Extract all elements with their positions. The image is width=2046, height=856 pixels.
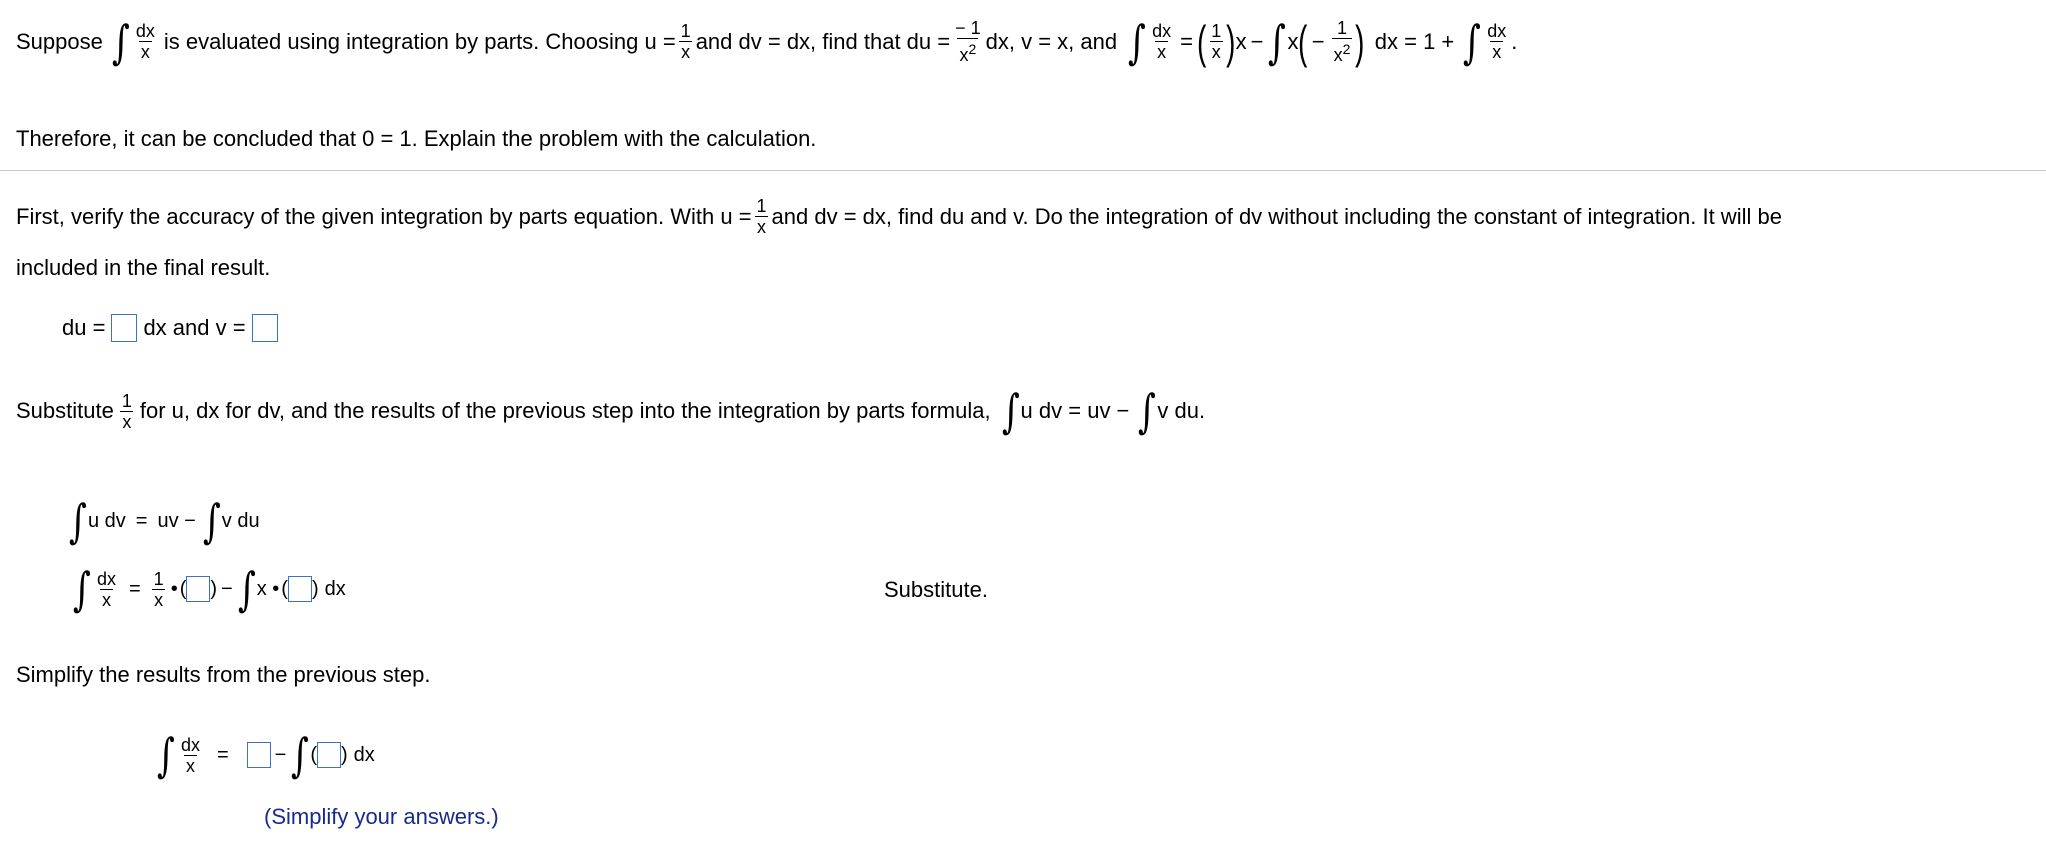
minus-sign: − xyxy=(221,578,233,600)
step3-instructions: Simplify the results from the previous step. xyxy=(16,662,431,687)
ibp-formula-row xyxy=(68,494,260,548)
v-answer-box[interactable] xyxy=(252,314,278,342)
fraction-neg1-over-x2: $\frac{- 1}{x^2}$ xyxy=(955,18,981,65)
right-paren: ) xyxy=(1355,15,1365,68)
step1-instructions: First, verify the accuracy of the given integration by parts equation. With u = $\frac{1}{x}$ and dv = dx, find du and v. Do the integration of dv without including the constant of integration. It will be xyxy=(16,196,1782,237)
fraction-1-over-x: $\frac{1}{x}$ xyxy=(153,568,164,610)
simplified-term-box[interactable] xyxy=(247,742,271,768)
v-substitute-box[interactable] xyxy=(186,576,210,602)
fraction-dx-over-x: $\frac{dx}{x}$ xyxy=(135,21,155,62)
period: . xyxy=(1511,28,1518,54)
right-paren: ) xyxy=(1226,15,1236,68)
integral-sign: ∫ xyxy=(237,562,256,616)
simplify-hint: (Simplify your answers.) xyxy=(264,804,499,829)
integral-sign: ∫ xyxy=(1268,14,1287,69)
integral-sign: ∫ xyxy=(111,14,130,69)
u-dv-text: u dv xyxy=(87,510,126,532)
step1-instructions-cont: included in the final result. xyxy=(16,255,271,280)
right-paren: ) xyxy=(341,744,348,766)
right-paren: ) xyxy=(210,578,218,600)
x-dot-text: x • xyxy=(256,578,280,600)
substitute-label: Substitute. xyxy=(884,577,988,602)
substitute-equation-row xyxy=(72,562,346,616)
left-paren: ( xyxy=(1298,15,1308,68)
integral-sign: ∫ xyxy=(1463,14,1482,69)
fraction-1-over-x: $\frac{1}{x}$ xyxy=(1211,21,1222,62)
du-substitute-box[interactable] xyxy=(288,576,312,602)
evaluated-text: is evaluated using integration by parts. Choosing u = xyxy=(163,28,676,54)
fraction-dx-over-x: $\frac{dx}{x}$ xyxy=(1152,21,1172,62)
integral-sign: ∫ xyxy=(202,494,221,548)
uv-minus-text: uv − xyxy=(157,510,196,532)
dx-text: dx xyxy=(324,578,346,600)
and-dv-text: and dv = dx, find that du = xyxy=(695,28,951,54)
integral-sign: ∫ xyxy=(1001,384,1020,438)
right-paren: ) xyxy=(311,578,319,600)
fraction-1-over-x: $\frac{1}{x}$ xyxy=(680,21,691,62)
problem-statement xyxy=(16,14,1518,69)
dot-operator: • xyxy=(170,578,178,600)
fraction-1-over-x: $\frac{1}{x}$ xyxy=(121,390,132,432)
integral-sign: ∫ xyxy=(291,728,310,782)
divider xyxy=(0,170,2046,171)
fraction-dx-over-x: $\frac{dx}{x}$ xyxy=(1487,21,1507,62)
integral-sign: ∫ xyxy=(72,562,91,616)
integral-sign: ∫ xyxy=(1128,14,1147,69)
dx-v-x-text: dx, v = x, and xyxy=(985,28,1118,54)
dx-and-v-label: dx and v = xyxy=(143,315,246,340)
x-var: x xyxy=(1235,28,1247,54)
v-du-text: v du xyxy=(221,510,260,532)
suppose-text: Suppose xyxy=(16,28,103,54)
equals-sign: = xyxy=(128,578,141,600)
left-paren: ( xyxy=(1197,15,1207,68)
integral-sign: ∫ xyxy=(1138,384,1157,438)
simplify-equation-row xyxy=(156,728,375,782)
simplified-integrand-box[interactable] xyxy=(317,742,341,768)
left-paren: ( xyxy=(310,744,317,766)
fraction-dx-over-x: $\frac{dx}{x}$ xyxy=(180,734,200,776)
step2-instructions: Substitute $\frac{1}{x}$ for u, dx for dv, and the results of the previous step into the integration by parts formula, ∫ u dv = uv − ∫ v du. xyxy=(16,384,1206,438)
x-var: x xyxy=(1287,28,1299,54)
integral-sign: ∫ xyxy=(68,494,87,548)
equals-sign: = xyxy=(135,510,148,532)
dx-text: dx xyxy=(353,744,375,766)
left-paren: ( xyxy=(281,578,288,600)
minus-sign: − xyxy=(274,744,287,766)
du-v-answer-row xyxy=(62,314,278,342)
fraction-dx-over-x: $\frac{dx}{x}$ xyxy=(96,568,116,610)
therefore-text: Therefore, it can be concluded that 0 = 1. Explain the problem with the calculation. xyxy=(16,126,817,151)
du-label: du = xyxy=(62,315,106,340)
equals-sign: = xyxy=(216,744,229,766)
minus-sign: − xyxy=(1311,28,1325,54)
minus-sign: − xyxy=(1250,28,1264,54)
fraction-1-over-x2: $\frac{1}{x^2}$ xyxy=(1333,18,1351,65)
integral-sign: ∫ xyxy=(156,728,175,782)
du-answer-box[interactable] xyxy=(111,314,137,342)
equals-sign: = xyxy=(1180,28,1193,54)
left-paren: ( xyxy=(179,578,187,600)
fraction-1-over-x: $\frac{1}{x}$ xyxy=(756,196,767,237)
dx-eq-text: dx = 1 + xyxy=(1374,28,1455,54)
